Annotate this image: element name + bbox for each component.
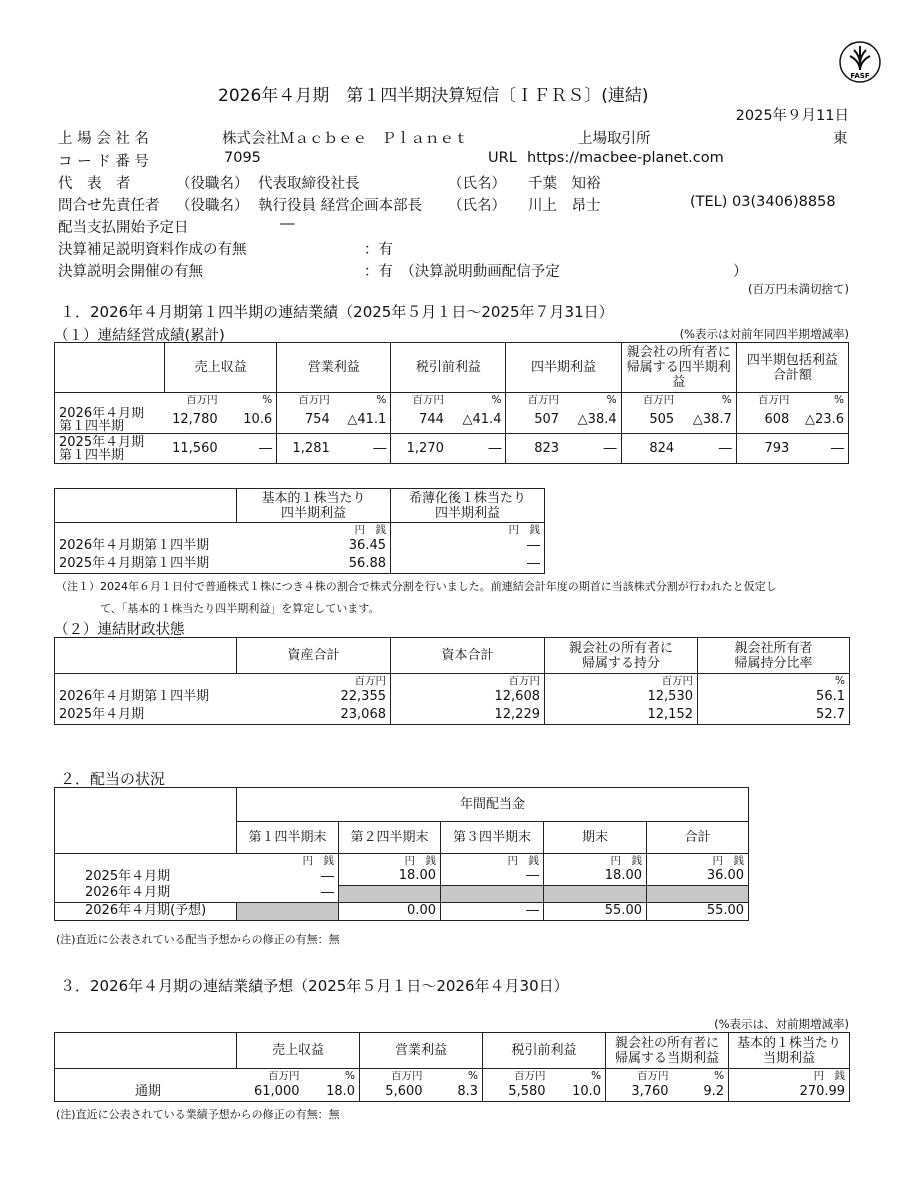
- col-operating-profit: 営業利益: [277, 343, 391, 393]
- dividend-table: [54, 787, 749, 921]
- unit-pct: %: [698, 674, 850, 689]
- unit-pct: %: [427, 1069, 483, 1084]
- col-operating-profit: 営業利益: [360, 1033, 483, 1069]
- cell: 36.00: [647, 868, 749, 885]
- cell: 18.00: [339, 868, 441, 885]
- cell: 270.99: [729, 1083, 850, 1101]
- contact-title: 執行役員 経営企画本部長: [258, 198, 423, 214]
- unit-mil: 百万円: [527, 394, 560, 406]
- col-q1-end: 第１四半期末: [237, 822, 339, 854]
- cell: 5,600: [385, 1083, 423, 1099]
- row-label: 2026年４月期第１四半期: [55, 688, 237, 706]
- row-label: 2025年４月期: [55, 706, 237, 724]
- unit-pct: %: [222, 393, 277, 408]
- section1-heading: １．2026年４月期第１四半期の連結業績（2025年５月１日～2025年７月31日）: [60, 303, 614, 321]
- cell: ―: [334, 434, 391, 464]
- unit-mil: 百万円: [391, 674, 545, 689]
- briefing-value: ：有 （決算説明動画配信予定: [364, 264, 560, 280]
- cell-shaded: [339, 885, 441, 902]
- results-pct-note: (%表示は対前年同四半期増減率): [679, 327, 849, 341]
- unit-mil: 百万円: [412, 394, 444, 406]
- col-q3-end: 第３四半期末: [441, 822, 544, 854]
- rep-title: 代表取締役社長: [258, 176, 360, 192]
- cell: 10.6: [222, 407, 277, 434]
- cell: 608: [764, 412, 790, 427]
- contact-name: 川上 昂士: [528, 198, 601, 214]
- col-basic-eps: 基本的１株当たり 四半期利益: [237, 489, 391, 523]
- unit-yen: 円 銭: [729, 1069, 850, 1084]
- unit-yen: 円 銭: [391, 523, 545, 538]
- cell: ―: [391, 555, 545, 573]
- unit-mil: 百万円: [757, 394, 790, 406]
- col-quarter-profit: 四半期利益: [506, 343, 621, 393]
- corner-cell: [55, 489, 237, 523]
- cell: △38.7: [678, 407, 736, 434]
- unit-mil: 百万円: [545, 674, 698, 689]
- unit-yen: 円 銭: [237, 523, 391, 538]
- cell: 3,760: [631, 1083, 669, 1099]
- cell: ―: [222, 434, 277, 464]
- cell-shaded: [237, 902, 339, 920]
- dividend-start-value: ―: [280, 216, 295, 232]
- cell: 11,560: [165, 434, 222, 464]
- cell: ―: [237, 885, 339, 902]
- representative-label: 代 表 者: [58, 176, 131, 192]
- rep-name-label: （氏名）: [448, 176, 506, 192]
- col-diluted-eps: 希薄化後１株当たり 四半期利益: [391, 489, 545, 523]
- unit-yen: 円 銭: [237, 854, 339, 869]
- cell: 793: [736, 434, 793, 464]
- col-year-end: 期末: [544, 822, 647, 854]
- cell: ―: [793, 434, 848, 464]
- unit-pct: %: [448, 393, 506, 408]
- row-label: 2026年４月期(予想): [55, 902, 237, 920]
- dividend-note: (注)直近に公表されている配当予想からの修正の有無：無: [56, 933, 340, 946]
- unit-pct: %: [673, 1069, 729, 1084]
- unit-mil: 百万円: [268, 1070, 300, 1082]
- unit-pct: %: [334, 393, 391, 408]
- col-revenue: 売上収益: [237, 1033, 360, 1069]
- cell: 61,000: [254, 1083, 300, 1099]
- unit-pct: %: [304, 1069, 360, 1084]
- table-row: [55, 868, 749, 885]
- section3-heading: ３．2026年４月期の連結業績予想（2025年５月１日～2026年４月30日）: [60, 977, 569, 995]
- unit-mil: 百万円: [637, 1070, 669, 1082]
- cell: 505: [649, 412, 675, 427]
- url-link[interactable]: https://macbee-planet.com: [527, 150, 724, 166]
- col-q2-end: 第２四半期末: [339, 822, 441, 854]
- col-equity-ratio: 親会社所有者 帰属持分比率: [698, 638, 850, 674]
- rounding-note: (百万円未満切捨て): [748, 282, 849, 296]
- cell: 8.3: [427, 1083, 483, 1101]
- annual-dividend-header: 年間配当金: [237, 788, 749, 822]
- cell-shaded: [441, 885, 544, 902]
- company-name: 株式会社Ｍａｃｂｅｅ Ｐｌａｎｅｔ: [222, 131, 469, 147]
- cell: ―: [678, 434, 736, 464]
- note1-line2: て、「基本的１株当たり四半期利益」を算定しています。: [100, 602, 380, 615]
- cell: 507: [534, 412, 560, 427]
- cell: 12,152: [545, 706, 698, 724]
- table-row: [55, 434, 849, 464]
- eps-table: [54, 488, 545, 574]
- col-pretax-profit: 税引前利益: [391, 343, 506, 393]
- dividend-start-label: 配当支払開始予定日: [58, 220, 189, 236]
- cell: 0.00: [339, 902, 441, 920]
- col-basic-eps: 基本的１株当たり 当期利益: [729, 1033, 850, 1069]
- operating-results-table: [54, 342, 849, 464]
- financial-subheading: （２）連結財政状態: [54, 622, 185, 638]
- col-revenue: 売上収益: [165, 343, 277, 393]
- table-row: [55, 555, 545, 573]
- col-comprehensive-income: 四半期包括利益合計額: [736, 343, 848, 393]
- document-title: 2026年４月期 第１四半期決算短信〔ＩＦＲＳ〕(連結): [218, 86, 649, 106]
- rep-title-label: （役職名）: [176, 176, 249, 192]
- cell-shaded: [647, 885, 749, 902]
- cell: △23.6: [793, 407, 848, 434]
- contact-name-label: （氏名）: [448, 198, 506, 214]
- unit-mil: 百万円: [237, 674, 391, 689]
- unit-mil: 百万円: [514, 1070, 546, 1082]
- unit-pct: %: [550, 1069, 606, 1084]
- col-owners-equity: 親会社の所有者に 帰属する持分: [545, 638, 698, 674]
- col-pretax-profit: 税引前利益: [483, 1033, 606, 1069]
- corner-cell: [55, 1033, 237, 1069]
- cell: ―: [441, 902, 544, 920]
- cell: 754: [304, 412, 330, 427]
- cell: 18.00: [544, 868, 647, 885]
- unit-yen: 円 銭: [647, 854, 749, 869]
- cell: 52.7: [698, 706, 850, 724]
- cell: 56.88: [237, 555, 391, 573]
- unit-mil: 百万円: [186, 394, 218, 406]
- cell: △38.4: [563, 407, 621, 434]
- forecast-note: (注)直近に公表されている業績予想からの修正の有無：無: [56, 1108, 340, 1121]
- row-label: 2025年４月期 第１四半期: [55, 434, 165, 464]
- cell: 9.2: [673, 1083, 729, 1101]
- supplementary-label: 決算補足説明資料作成の有無: [58, 242, 247, 258]
- cell: 12,780: [172, 412, 218, 427]
- unit-mil: 百万円: [642, 394, 675, 406]
- cell: 56.1: [698, 688, 850, 706]
- row-label: 通期: [55, 1083, 237, 1101]
- cell: 1,281: [277, 434, 334, 464]
- cell: △41.4: [448, 407, 506, 434]
- note1-line1: （注１）2024年６月１日付で普通株式１株につき４株の割合で株式分割を行いました。前連結会計年度の期首に当該株式分割が行われたと仮定し: [56, 580, 777, 593]
- cell: 22,355: [237, 688, 391, 706]
- col-total: 合計: [647, 822, 749, 854]
- contact-tel: (TEL) 03(3406)8858: [690, 194, 836, 210]
- fasf-logo: [838, 40, 882, 84]
- contact-label: 問合せ先責任者: [58, 198, 160, 214]
- row-label: 2026年４月期: [55, 885, 237, 902]
- table-row: [55, 1083, 850, 1101]
- cell: ―: [237, 868, 339, 885]
- unit-pct: %: [793, 393, 848, 408]
- cell: 823: [506, 434, 563, 464]
- cell: ―: [563, 434, 621, 464]
- corner-cell: [55, 788, 237, 854]
- table-row: [55, 706, 850, 724]
- cell: 1,270: [391, 434, 448, 464]
- unit-pct: %: [563, 393, 621, 408]
- unit-mil: 百万円: [298, 394, 330, 406]
- unit-yen: 円 銭: [544, 854, 647, 869]
- code-label: コ ー ド 番 号: [58, 154, 149, 170]
- financial-position-table: [54, 637, 850, 725]
- corner-cell: [55, 343, 165, 393]
- cell: 5,580: [508, 1083, 546, 1099]
- row-label: 2025年４月期第１四半期: [55, 555, 237, 573]
- cell: 824: [621, 434, 678, 464]
- exchange-value: 東: [833, 131, 848, 147]
- forecast-table: [54, 1032, 850, 1102]
- table-row: [55, 688, 850, 706]
- report-date: 2025年９月11日: [735, 108, 849, 124]
- rep-name: 千葉 知裕: [528, 176, 601, 192]
- cell: 18.0: [304, 1083, 360, 1101]
- unit-yen: 円 銭: [441, 854, 544, 869]
- code-value: 7095: [224, 150, 261, 166]
- exchange-label: 上場取引所: [578, 131, 651, 147]
- briefing-label: 決算説明会開催の有無: [58, 264, 203, 280]
- results-subheading: （１）連結経営成績(累計): [54, 328, 225, 344]
- table-row: [55, 885, 749, 902]
- contact-title-label: （役職名）: [176, 198, 249, 214]
- cell: 10.0: [550, 1083, 606, 1101]
- col-owners-profit: 親会社の所有者に帰属する四半期利益: [621, 343, 736, 393]
- cell: △41.1: [334, 407, 391, 434]
- row-label: 2025年４月期: [55, 868, 237, 885]
- unit-pct: %: [678, 393, 736, 408]
- col-total-assets: 資産合計: [237, 638, 391, 674]
- cell: 744: [419, 412, 444, 427]
- cell: ―: [448, 434, 506, 464]
- corner-cell: [55, 638, 237, 674]
- table-row: [55, 902, 749, 920]
- cell: 12,608: [391, 688, 545, 706]
- cell: 12,530: [545, 688, 698, 706]
- unit-yen: 円 銭: [339, 854, 441, 869]
- row-label: 2026年４月期 第１四半期: [55, 407, 165, 434]
- cell: ―: [441, 868, 544, 885]
- col-owners-profit: 親会社の所有者に 帰属する当期利益: [606, 1033, 729, 1069]
- svg-text:FASF: FASF: [850, 72, 870, 80]
- row-label: 2026年４月期第１四半期: [55, 537, 237, 555]
- table-row: [55, 537, 545, 555]
- cell: 55.00: [647, 902, 749, 920]
- table-row: [55, 407, 849, 434]
- cell-shaded: [544, 885, 647, 902]
- col-total-equity: 資本合計: [391, 638, 545, 674]
- briefing-close: ）: [733, 264, 748, 280]
- cell: 36.45: [237, 537, 391, 555]
- forecast-pct-note: (%表示は、対前期増減率): [714, 1017, 849, 1031]
- cell: 12,229: [391, 706, 545, 724]
- cell: 23,068: [237, 706, 391, 724]
- supplementary-value: ：有: [364, 242, 393, 258]
- section2-heading: ２．配当の状況: [60, 770, 166, 788]
- company-label: 上 場 会 社 名: [58, 131, 149, 147]
- url-label: URL: [488, 150, 517, 166]
- cell: ―: [391, 537, 545, 555]
- cell: 55.00: [544, 902, 647, 920]
- unit-mil: 百万円: [391, 1070, 423, 1082]
